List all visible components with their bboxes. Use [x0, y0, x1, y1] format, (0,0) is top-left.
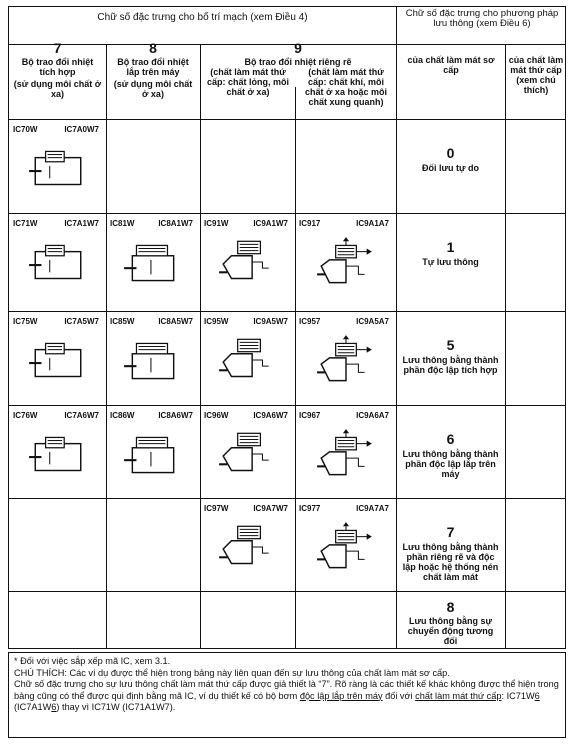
ic-code: IC81W	[110, 219, 135, 228]
machine-diagram	[217, 235, 279, 296]
circulation-number: 0	[446, 145, 455, 161]
col8-title: Bộ trao đổi nhiệt lắp trên máy	[117, 57, 189, 77]
footnote	[8, 652, 566, 738]
ic-code-alt: IC9A6W7	[253, 411, 288, 420]
ic-code: IC71W	[13, 219, 38, 228]
ic-code: IC957	[299, 317, 321, 326]
machine-diagram	[27, 333, 89, 394]
machine-diagram	[122, 333, 184, 394]
note-underlined: 6	[534, 690, 540, 701]
ic-code-alt: IC9A6A7	[356, 411, 389, 420]
ic-code: IC86W	[110, 411, 135, 420]
ic-code-table	[8, 6, 566, 649]
primary-coolant-header: của chất làm mát sơ cấp	[407, 55, 495, 75]
note-text: ) thay vì IC71W (IC71A1W7).	[56, 702, 176, 712]
circulation-number: 5	[446, 337, 455, 353]
ic-code-alt: IC9A5A7	[356, 317, 389, 326]
ic-code-alt: IC9A7A7	[356, 504, 389, 513]
col-divider	[200, 44, 201, 648]
circulation-number: 8	[446, 599, 455, 615]
machine-diagram	[315, 520, 377, 581]
ic-code-alt: IC7A5W7	[64, 317, 99, 326]
machine-diagram	[217, 333, 279, 394]
circulation-method-header: Chữ số đặc trưng cho phương pháp lưu thông (xem Điều 6)	[405, 8, 559, 29]
note-underlined: 6	[51, 702, 57, 712]
col-divider	[106, 44, 107, 648]
note-line-3	[14, 679, 560, 714]
col7-number: 7	[53, 40, 62, 56]
note-underlined: độc lập lắp trên máy	[299, 690, 383, 701]
note-underlined: chất làm mát thứ cấp	[415, 690, 502, 701]
note-line-2: CHÚ THÍCH: Các ví dụ được thể hiện trong bảng này liên quan đến sự lưu thông của chất làm mát sơ cấp.	[14, 667, 450, 678]
note-text: đối với	[382, 690, 416, 701]
circulation-description: Lưu thông bằng sự chuyển động tương đối	[407, 616, 494, 646]
machine-diagram	[27, 427, 89, 488]
circulation-number: 1	[446, 239, 455, 255]
ic-code-alt: IC7A1W7	[64, 219, 99, 228]
ic-code-alt: IC7A0W7	[64, 125, 99, 134]
ic-code: IC977	[299, 504, 321, 513]
machine-diagram	[217, 427, 279, 488]
col7-title: Bộ trao đổi nhiệt tích hợp	[21, 57, 94, 77]
col-divider	[505, 44, 506, 648]
note-text: : IC71W	[501, 690, 535, 701]
ic-code: IC917	[299, 219, 321, 228]
ic-code-alt: IC7A6W7	[64, 411, 99, 420]
note-text: (IC7A1W	[14, 702, 52, 712]
note-text: Chữ số đặc trưng cho sự lưu thông chất làm mát thứ cấp được giả thiết là “7”. Rõ ràng là các thiết kế khác không được thể hiện trong bảng cũng có thể được qui định bằng mã IC, ví dụ thiết kế có bộ bơm	[14, 679, 559, 701]
row-divider	[9, 311, 565, 312]
circulation-description: Lưu thông bằng thành phần riêng rẽ và độc lập hoặc hệ thống nén chất làm mát	[402, 542, 499, 582]
secondary-coolant-header: của chất làm mát thứ cấp (xem chú thích)	[508, 55, 564, 95]
circulation-description: Tự lưu thông	[422, 257, 479, 267]
ic-code-alt: IC8A5W7	[158, 317, 193, 326]
machine-diagram	[217, 520, 279, 581]
ic-code: IC75W	[13, 317, 38, 326]
col9-number: 9	[294, 40, 302, 56]
note-line-1: * Đối với việc sắp xếp mã IC, xem 3.1.	[14, 656, 171, 666]
circuit-arrangement-header: Chữ số đặc trưng cho bố trí mạch (xem Điều 4)	[97, 12, 308, 23]
machine-diagram	[315, 427, 377, 488]
machine-diagram	[27, 235, 89, 296]
ic-code-alt: IC8A1W7	[158, 219, 193, 228]
ic-code: IC97W	[204, 504, 229, 513]
circulation-description: Lưu thông bằng thành phần độc lập tích hợp	[402, 355, 499, 375]
ic-code-alt: IC9A5W7	[253, 317, 288, 326]
machine-diagram	[122, 235, 184, 296]
col9a-subtitle: (chất làm mát thứ cấp: chất lỏng, môi chất ở xa)	[206, 67, 289, 97]
ic-code: IC70W	[13, 125, 38, 134]
col9b-subtitle: (chất làm mát thứ cấp: chất khí, môi chất ở xa hoặc môi chất xung quanh)	[305, 67, 387, 107]
row-divider	[9, 119, 565, 120]
machine-diagram	[122, 427, 184, 488]
row-divider	[9, 213, 565, 214]
machine-diagram	[315, 235, 377, 296]
row-divider	[9, 405, 565, 406]
ic-code: IC96W	[204, 411, 229, 420]
machine-diagram	[27, 141, 89, 202]
col-divider	[295, 87, 296, 648]
ic-code-alt: IC9A1W7	[253, 219, 288, 228]
circulation-description: Lưu thông bằng thành phần độc lập lắp trên máy	[402, 449, 499, 479]
ic-code: IC95W	[204, 317, 229, 326]
row-divider	[9, 498, 565, 499]
ic-code: IC85W	[110, 317, 135, 326]
ic-code: IC967	[299, 411, 321, 420]
col8-number: 8	[149, 40, 157, 56]
ic-code-alt: IC8A6W7	[158, 411, 193, 420]
circulation-number: 7	[446, 524, 455, 540]
circulation-description: Đối lưu tự do	[421, 163, 480, 173]
col8-subtitle: (sử dụng môi chất ở xa)	[113, 79, 193, 99]
circulation-number: 6	[446, 431, 455, 447]
ic-code: IC76W	[13, 411, 38, 420]
col-divider	[396, 7, 397, 648]
col9-title: Bộ trao đổi nhiệt riêng rẽ	[244, 57, 352, 67]
ic-code-alt: IC9A7W7	[253, 504, 288, 513]
ic-code-alt: IC9A1A7	[356, 219, 389, 228]
row-divider	[9, 591, 565, 592]
machine-diagram	[315, 333, 377, 394]
ic-code: IC91W	[204, 219, 229, 228]
col7-subtitle: (sử dụng môi chất ở xa)	[13, 79, 102, 99]
